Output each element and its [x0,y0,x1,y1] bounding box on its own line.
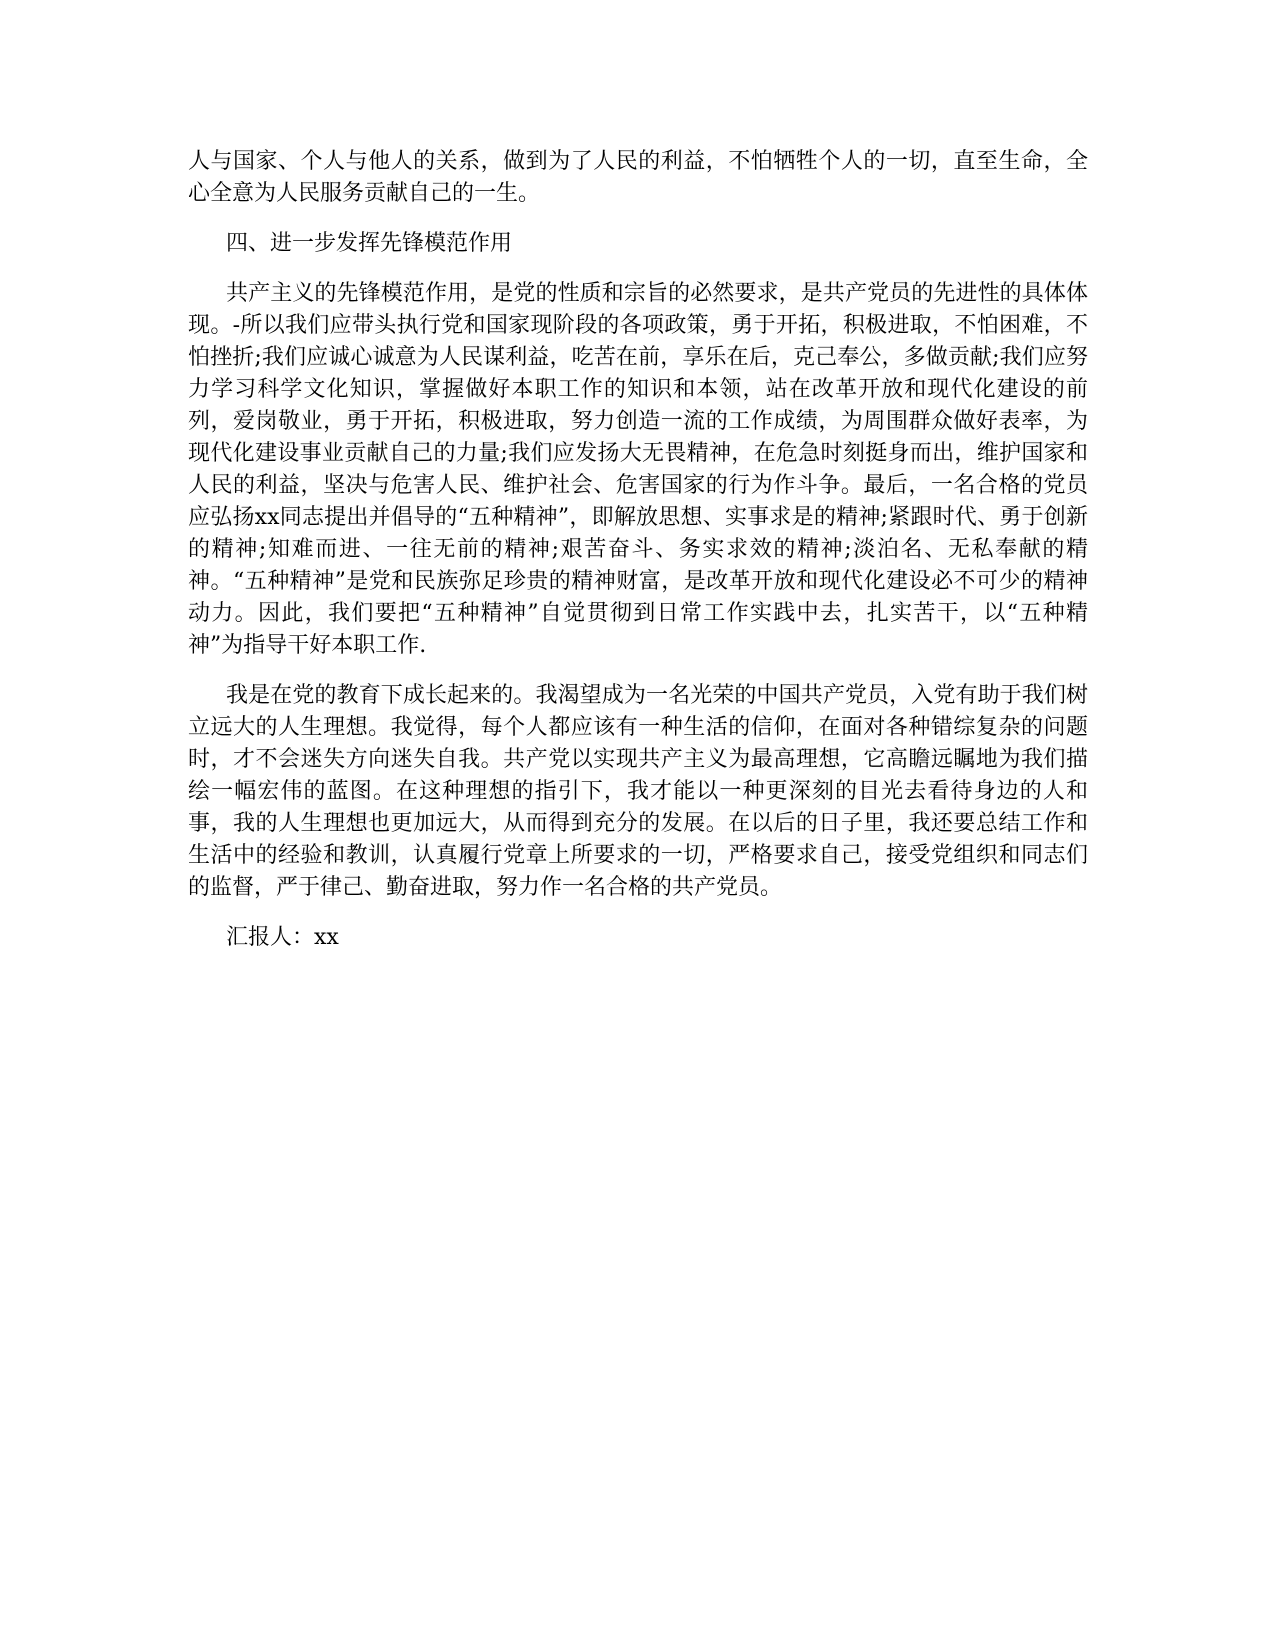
paragraph-vanguard-role: 共产主义的先锋模范作用，是党的性质和宗旨的必然要求，是共产党员的先进性的具体体现。-所以我们应带头执行党和国家现阶段的各项政策，勇于开拓，积极进取，不怕困难，不怕挫折;我们应诚心诚意为人民谋利益，吃苦在前，享乐在后，克己奉公，多做贡献;我们应努力学习科学文化知识，掌握做好本职工作的知识和本领，站在改革开放和现代化建设的前列，爱岗敬业，勇于开拓，积极进取，努力创造一流的工作成绩，为周围群众做好表率，为现代化建设事业贡献自己的力量;我们应发扬大无畏精神，在危急时刻挺身而出，维护国家和人民的利益，坚决与危害人民、维护社会、危害国家的行为作斗争。最后，一名合格的党员应弘扬xx同志提出并倡导的“五种精神”，即解放思想、实事求是的精神;紧跟时代、勇于创新的精神;知难而进、一往无前的精神;艰苦奋斗、务实求效的精神;淡泊名、无私奉献的精神。“五种精神”是党和民族弥足珍贵的精神财富，是改革开放和现代化建设必不可少的精神动力。因此，我们要把“五种精神”自觉贯彻到日常工作实践中去，扎实苦干，以“五种精神”为指导干好本职工作. [188,281,1088,658]
section-heading-four: 四、进一步发挥先锋模范作用 [226,231,513,256]
document-page [188,146,1088,954]
paragraph-continuation: 人与国家、个人与他人的关系，做到为了人民的利益，不怕牺牲个人的一切，直至生命，全心全意为人民服务贡献自己的一生。 [188,149,1088,206]
reporter-signature: 汇报人：xx [226,925,339,950]
paragraph-personal-growth: 我是在党的教育下成长起来的。我渴望成为一名光荣的中国共产党员，入党有助于我们树立远大的人生理想。我觉得，每个人都应该有一种生活的信仰，在面对各种错综复杂的问题时，才不会迷失方向迷失自我。共产党以实现共产主义为最高理想，它高瞻远瞩地为我们描绘一幅宏伟的蓝图。在这种理想的指引下，我才能以一种更深刻的目光去看待身边的人和事，我的人生理想也更加远大，从而得到充分的发展。在以后的日子里，我还要总结工作和生活中的经验和教训，认真履行党章上所要求的一切，严格要求自己，接受党组织和同志们的监督，严于律己、勤奋进取，努力作一名合格的共产党员。 [188,683,1088,900]
